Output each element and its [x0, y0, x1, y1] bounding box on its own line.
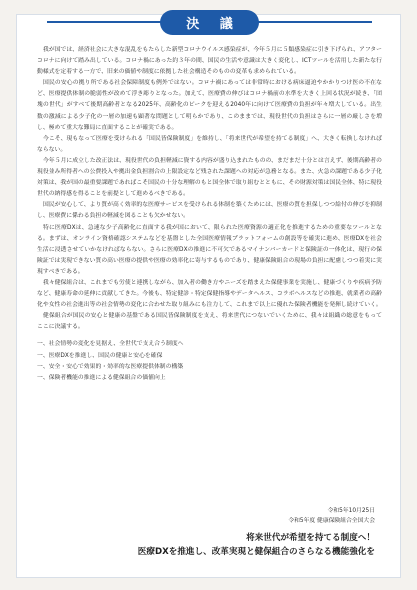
paragraph: 健保組合が国民の安心と健康の基盤である国民皆保険制度を支え、将来世代につないでいくために、我々は組織の総意をもってここに決議する。 [37, 313, 382, 331]
document-body [37, 45, 382, 384]
resolution-item: 一、安全・安心で効果的・効率的な医療提供体制の構築 [37, 363, 184, 370]
slogan-line-1: 将来世代が希望を持てる制度へ！ [246, 533, 375, 543]
slogan [138, 531, 375, 559]
resolution-document [16, 14, 401, 578]
paragraph: 我々健保組合は、これまでも労使と連携しながら、加入者の働き方やニーズを踏まえた保健事業を実施し、健康づくりや疾病予防など、健康寿命の延伸に貢献してきた。今後も、特定健診・特定保健指導やデータヘルス、コラボヘルスなどの推進、就業者の高齢化や女性の社会進出等の社会情勢の変化に合わせた取り組みにも注力して、これまで以上に優れた保険者機能を発揮し続けていく。 [37, 279, 382, 309]
slogan-line-2: 医療DXを推進し、改革実現と健保組合のさらなる機能強化を [137, 547, 375, 557]
page-title: 決 議 [160, 10, 259, 35]
organizer-name: 令和5年度 健康保険組合全国大会 [288, 518, 375, 524]
resolution-item: 一、医療DXを推進し、国民の健康と安心を確保 [37, 352, 163, 359]
resolution-date: 令和5年10月25日 [327, 508, 375, 514]
paragraph: 今こそ、現もなって医療を受けられる「国民皆保険制度」を維持し、「将来世代が希望を持てる制度」へ、大きく転換しなければならない。 [37, 135, 382, 153]
resolution-item: 一、社会情勢の変化を見据え、全世代で支え合う制度へ [37, 341, 184, 348]
paragraph: 国民の安心の拠り所である社会保障制度も例外ではない。コロナ禍にあっては非常時における病床逼迫やかかりつけ医の不在など、医療提供体制の脆弱性が改めて浮き彫りとなった。加えて、医療費の伸びはコロナ禍前の水準を大きく上回る状況が続き、「団塊の世代」がすべて後期高齢者となる2025年、高齢化のピークを迎える2040年に向けて医療費の負担が年々増大している。出生数の激減による少子化の一層の加速も顕著な問題として明らかであり、このままでは、現役世代の負担はさらに一層の厳しさを増し、極めて重大な難局に直面することが確実である。 [37, 80, 382, 131]
paragraph: 国民が安心して、より質が高く効率的な医療サービスを受けられる体制を築くためには、医療の質を担保しつつ給付の伸びを抑制し、医療費に係わる負担の軽減を図ることも欠かせない。 [37, 202, 383, 220]
paragraph: 特に医療DXは、急速な少子高齢化に直面する我が国において、限られた医療資源の適正化を推進するための重要なツールとなる。まずは、オンライン資格確認システムなどを基盤とした全国医療情報プラットフォームの創設等を確実に進め、医療DXを社会生活に浸透させていかなければならない。さらに医療DXの推進に不可欠であるマイナンバーカードと保険証の一体化は、現行の保険証では実現できない質の高い医療の提供や医療の効率化に寄与するものであり、健康保険組合の現場の負担に配慮しつつ着実に実現すべきである。 [37, 224, 382, 275]
resolution-list [37, 339, 382, 383]
date-block [288, 506, 375, 526]
title-bar [47, 8, 372, 36]
paragraph: 今年５月に成立した改正法は、現役世代の負担軽減に資する内容が盛り込まれたものの、まだまだ十分とは言えず、後期高齢者の現役並み所得者への公費投入や拠出金負担割合の上限設定など残された課題への対応が急務となる。また、火急の課題である少子化対策は、我が国の最重要課題であればこそ国民の十分な理解のもと国全体で取り組むとともに、その財源対策は国民全体、特に現役世代の納得感を得ることを前提として進めるべきである。 [37, 157, 382, 198]
resolution-item: 一、保険者機能の推進による健保組合の価値向上 [37, 374, 166, 381]
paragraph: 我が国では、経済社会に大きな混乱をもたらした新型コロナウイルス感染症が、今年５月に５類感染症に引き下げられ、アフターコロナに向けて踏み出している。コロナ禍にあった約３年の間、国民の生活や意識は大きく変化し、ICTツールを活用した新たな行動様式を定着する一方で、旧来の価値や制度に依拠した社会構造そのものの変革も求められている。 [37, 47, 382, 76]
